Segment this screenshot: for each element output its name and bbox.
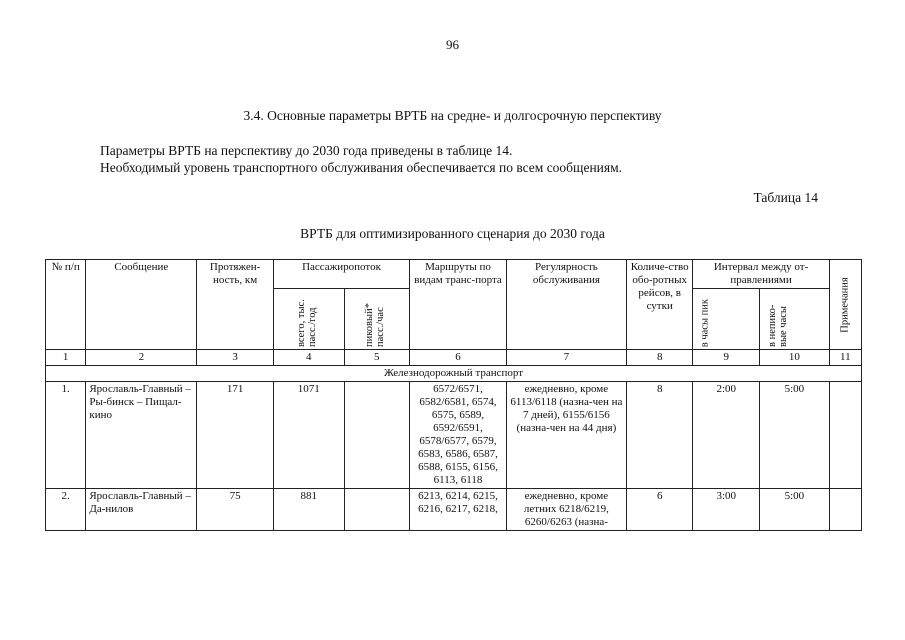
header-notes-text: Примечания <box>839 276 851 333</box>
cell-routes: 6572/6571, 6582/6581, 6574, 6575, 6589, 6592/6591, 6578/6577, 6579, 6583, 6586, 6587, 6588, 6155, 6156, 6113, 6118 <box>410 382 507 489</box>
header-pf-peak-text: пиковый* пасс./час <box>363 303 386 347</box>
header-notes <box>829 260 861 350</box>
cell-int-peak: 3:00 <box>693 489 760 531</box>
cell-length: 75 <box>197 489 274 531</box>
header-int-offpeak <box>760 289 830 350</box>
header-pf-total <box>273 289 344 350</box>
header-int-peak <box>693 289 760 350</box>
col-number: 6 <box>410 350 507 366</box>
cell-pf-total: 881 <box>273 489 344 531</box>
col-number: 4 <box>273 350 344 366</box>
col-number: 5 <box>344 350 410 366</box>
col-number: 9 <box>693 350 760 366</box>
header-pf-total-text: всего, тыс. пасс./год <box>295 299 318 347</box>
cell-route: Ярославль-Главный – Ры-бинск – Пищал-кино <box>86 382 197 489</box>
cell-route: Ярославль-Главный – Да-нилов <box>86 489 197 531</box>
col-number: 7 <box>506 350 626 366</box>
header-interval: Интервал между от-правлениями <box>693 260 829 289</box>
header-routes-by-type: Маршруты по видам транс-порта <box>410 260 507 350</box>
cell-num: 2. <box>46 489 86 531</box>
col-number: 1 <box>46 350 86 366</box>
cell-regularity: ежедневно, кроме летних 6218/6219, 6260/6263 (назна- <box>506 489 626 531</box>
cell-routes: 6213, 6214, 6215, 6216, 6217, 6218, <box>410 489 507 531</box>
header-regularity: Регулярность обслуживания <box>506 260 626 350</box>
cell-notes <box>829 382 861 489</box>
section-label: Железнодорожный транспорт <box>46 366 862 382</box>
header-trips: Количе-ство обо-ротных рейсов, в сутки <box>626 260 693 350</box>
cell-regularity: ежедневно, кроме 6113/6118 (назна-чен на 7 дней), 6155/6156 (назна-чен на 44 дня) <box>506 382 626 489</box>
cell-notes <box>829 489 861 531</box>
cell-trips: 8 <box>626 382 693 489</box>
cell-length: 171 <box>197 382 274 489</box>
page-number: 96 <box>446 37 459 52</box>
cell-int-peak: 2:00 <box>693 382 760 489</box>
table-label: Таблица 14 <box>753 190 818 205</box>
table-row <box>46 489 862 531</box>
col-number: 2 <box>86 350 197 366</box>
col-number: 8 <box>626 350 693 366</box>
cell-pf-peak <box>344 382 410 489</box>
col-number: 11 <box>829 350 861 366</box>
col-number: 10 <box>760 350 830 366</box>
cell-int-offpeak: 5:00 <box>760 382 830 489</box>
header-num: № п/п <box>46 260 86 350</box>
cell-trips: 6 <box>626 489 693 531</box>
cell-pf-total: 1071 <box>273 382 344 489</box>
cell-int-offpeak: 5:00 <box>760 489 830 531</box>
cell-num: 1. <box>46 382 86 489</box>
table-title: ВРТБ для оптимизированного сценария до 2030 года <box>300 226 605 241</box>
header-pf-peak <box>344 289 410 350</box>
header-length: Протяжен-ность, км <box>197 260 274 350</box>
section-row <box>46 366 862 382</box>
header-passenger-flow: Пассажиропоток <box>273 260 409 289</box>
header-int-offpeak-text: в непико-вые часы <box>767 304 790 347</box>
paragraph-2: Необходимый уровень транспортного обслуживания обеспечивается по всем сообщениям. <box>100 160 623 175</box>
paragraph-1: Параметры ВРТБ на перспективу до 2030 года приведены в таблице 14. <box>100 143 513 158</box>
header-row-1 <box>46 260 862 289</box>
header-route: Сообщение <box>86 260 197 350</box>
section-title: 3.4. Основные параметры ВРТБ на средне- и долгосрочную перспективу <box>243 108 662 123</box>
table-row <box>46 382 862 489</box>
parameters-table <box>45 259 862 531</box>
column-numbers-row <box>46 350 862 366</box>
header-int-peak-text: в часы пик <box>699 298 711 347</box>
cell-pf-peak <box>344 489 410 531</box>
col-number: 3 <box>197 350 274 366</box>
